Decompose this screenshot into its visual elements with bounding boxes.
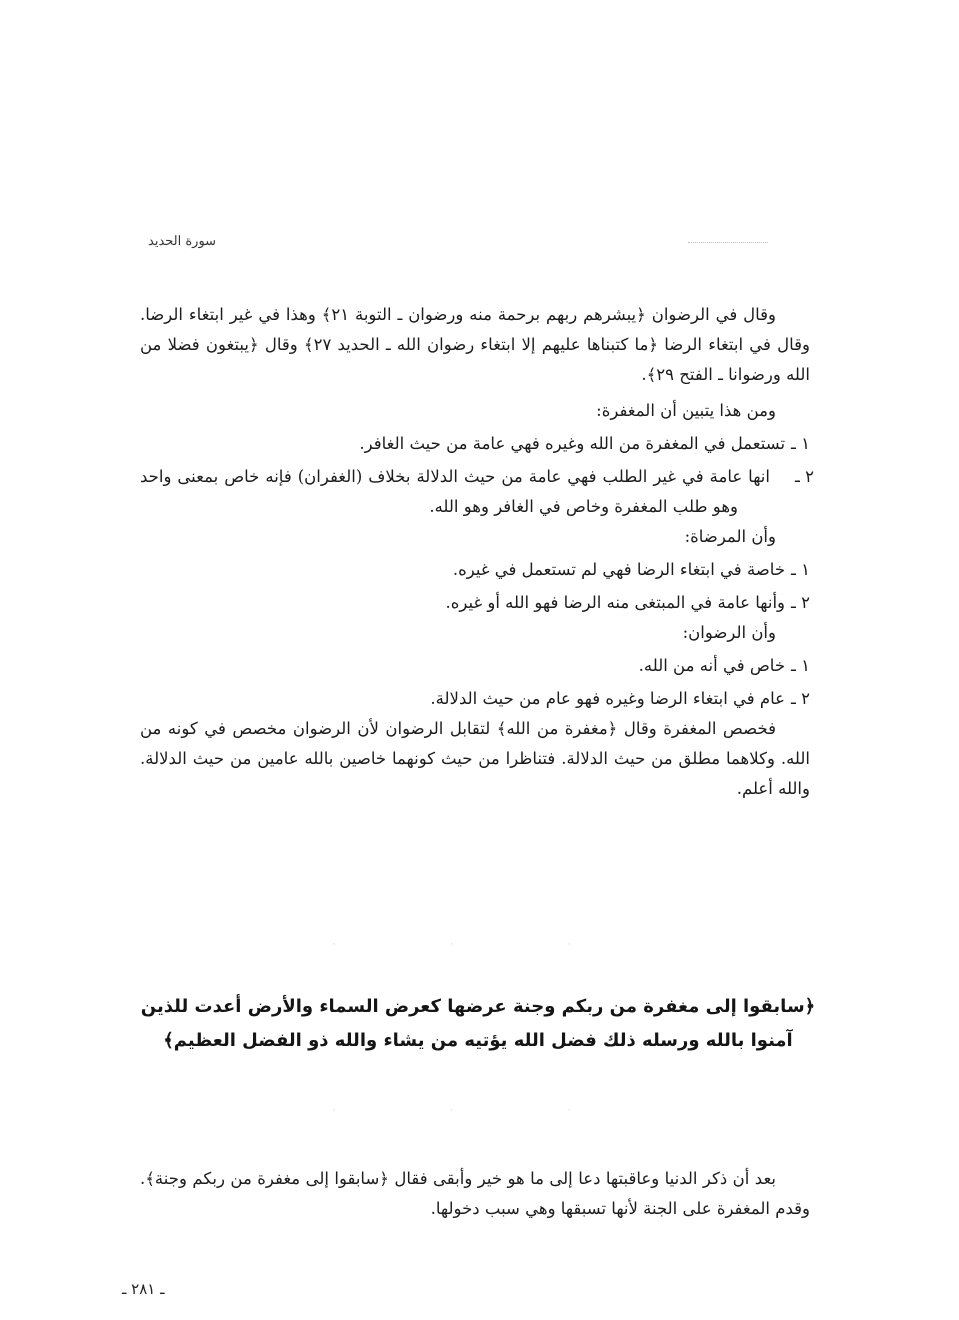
paragraph-sabiqu: بعد أن ذكر الدنيا وعاقبتها دعا إلى ما هو خير وأبقى فقال ﴿سابقوا إلى مغفرة من ربكم وجنة﴾. وقدم المغفرة على الجنة لأنها تسبقها وهي سبب دخولها. [140,1169,810,1218]
main-body [140,300,814,804]
running-header-title: سورة الحديد [148,234,217,249]
item-text: خاص في أنه من الله. [638,656,786,675]
intro-mardat: وأن المرضاة: [684,527,776,546]
item-number: ٢ ـ [791,593,810,612]
quran-verse-heading: ﴿سابقوا إلى مغفرة من ربكم وجنة عرضها كعرض السماء والأرض أعدت للذين آمنوا بالله ورسله ذلك فضل الله يؤتيه من يشاء والله ذو الفضل العظيم﴾ [140,996,816,1051]
maghfira-item-2: ٢ ـانها عامة في غير الطلب فهي عامة من حيث الدلالة بخلاف (الغفران) فإنه خاص بمعنى واحد وهو طلب المغفرة وخاص في الغافر وهو الله. [140,467,814,516]
header-dotted-rule [688,242,768,243]
paragraph-conclusion: فخصص المغفرة وقال ﴿مغفرة من الله﴾ لتقابل الرضوان لأن الرضوان مخصص في كونه من الله. وكلاهما مطلق من حيث الدلالة. فتناظرا من حيث كونهما خاصين بالله عامين من حيث الدلالة. والله أعلم. [140,719,810,798]
intro-maghfira: ومن هذا يتبين أن المغفرة: [596,401,776,420]
item-text: انها عامة في غير الطلب فهي عامة من حيث الدلالة بخلاف (الغفران) فإنه خاص بمعنى واحد وهو طلب المغفرة وخاص في الغافر وهو الله. [140,467,770,516]
intro-ridwan: وأن الرضوان: [682,623,776,642]
item-text: عام في ابتغاء الرضا وغيره فهو عام من حيث الدلالة. [430,689,786,708]
final-commentary [140,1164,810,1224]
maghfira-item-1 [140,429,810,459]
ridwan-item-2 [140,684,810,714]
item-text: وأنها عامة في المبتغى منه الرضا فهو الله أو غيره. [445,593,786,612]
mardat-item-2 [140,588,810,618]
item-number: ١ ـ [791,434,810,453]
page-number: ـ ٢٨١ ـ [122,1280,165,1298]
section-separator-2: · · · [332,1106,627,1116]
section-separator-1: · · · [332,940,627,950]
item-number: ٢ ـ [791,689,810,708]
ridwan-item-1 [140,651,810,681]
item-text: تستعمل في المغفرة من الله وغيره فهي عامة من حيث الغافر. [359,434,786,453]
mardat-item-1 [140,555,810,585]
paragraph-ridwan-verses: وقال في الرضوان ﴿يبشرهم ربهم برحمة منه ورضوان ـ التوبة ٢١﴾ وهذا في غير ابتغاء الرضا. وقال في ابتغاء الرضا ﴿ما كتبناها عليهم إلا ابتغاء رضوان الله ـ الحديد ٢٧﴾ وقال ﴿يبتغون فضلا من الله ورضوانا ـ الفتح ٢٩﴾. [140,305,810,384]
item-number: ١ ـ [791,560,810,579]
item-text: خاصة في ابتغاء الرضا فهي لم تستعمل في غيره. [452,560,786,579]
item-number: ١ ـ [791,656,810,675]
